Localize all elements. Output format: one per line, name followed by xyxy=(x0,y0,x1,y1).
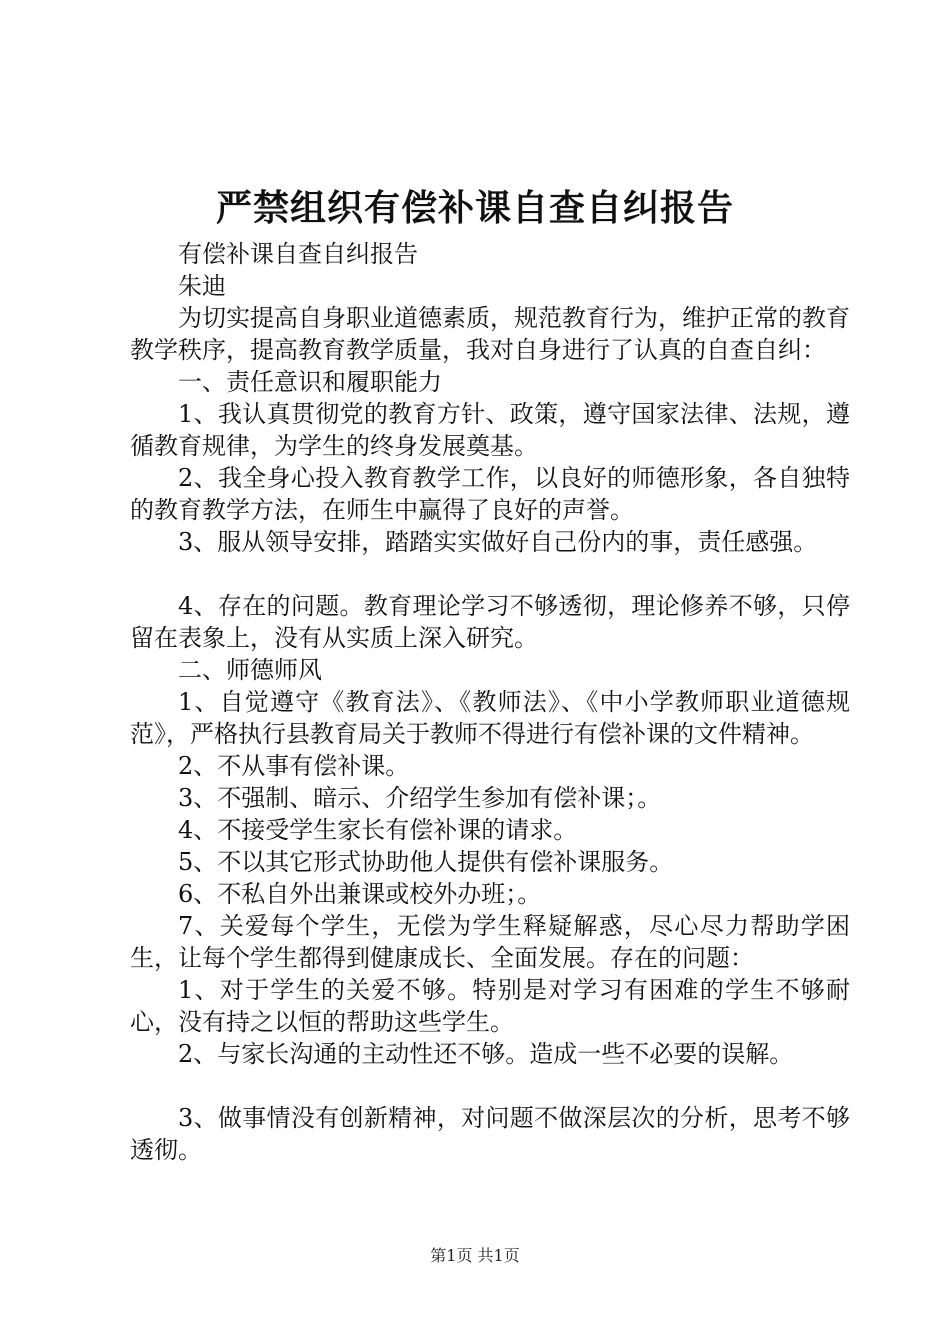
paragraph-author: 朱迪 xyxy=(178,272,226,300)
paragraph-item: 1、自觉遵守《教育法》、《教师法》、《中小学教师职业道德规范》，严格执行县教育局关于教师不得进行有偿补课的文件精神。 xyxy=(130,688,850,748)
paragraph-item: 7、关爱每个学生，无偿为学生释疑解惑，尽心尽力帮助学困生，让每个学生都得到健康成长、全面发展。存在的问题： xyxy=(130,912,850,972)
paragraph-item: 2、我全身心投入教育教学工作，以良好的师德形象，各自独特的教育教学方法，在师生中赢得了良好的声誉。 xyxy=(130,464,850,524)
paragraph-item: 5、不以其它形式协助他人提供有偿补课服务。 xyxy=(178,848,674,876)
paragraph-item: 1、对于学生的关爱不够。特别是对学习有困难的学生不够耐心，没有持之以恒的帮助这些学生。 xyxy=(130,976,850,1036)
paragraph-subtitle: 有偿补课自查自纠报告 xyxy=(178,240,418,268)
paragraph-item: 4、存在的问题。教育理论学习不够透彻，理论修养不够，只停留在表象上，没有从实质上深入研究。 xyxy=(130,592,850,652)
paragraph-item: 4、不接受学生家长有偿补课的请求。 xyxy=(178,816,578,844)
paragraph-item: 3、服从领导安排，踏踏实实做好自己份内的事，责任感强。 xyxy=(178,528,818,556)
document-title: 严禁组织有偿补课自查自纠报告 xyxy=(215,187,734,229)
section-heading-responsibility: 一、责任意识和履职能力 xyxy=(178,368,442,396)
paragraph-item: 1、我认真贯彻党的教育方针、政策，遵守国家法律、法规，遵循教育规律，为学生的终身发展奠基。 xyxy=(130,400,850,460)
paragraph-item: 3、做事情没有创新精神，对问题不做深层次的分析，思考不够透彻。 xyxy=(130,1104,850,1164)
section-heading-ethics: 二、师德师风 xyxy=(178,656,322,684)
paragraph-item: 6、不私自外出兼课或校外办班；。 xyxy=(178,880,542,908)
page-footer: 第1页 共1页 xyxy=(430,1246,520,1265)
paragraph-item: 2、与家长沟通的主动性还不够。造成一些不必要的误解。 xyxy=(178,1040,794,1068)
paragraph-spacer xyxy=(130,1070,850,1102)
paragraph-item: 2、不从事有偿补课。 xyxy=(178,752,410,780)
document-body xyxy=(130,238,850,1166)
paragraph-spacer xyxy=(130,558,850,590)
paragraph-intro: 为切实提高自身职业道德素质，规范教育行为，维护正常的教育教学秩序，提高教育教学质量，我对自身进行了认真的自查自纠： xyxy=(130,304,850,364)
paragraph-item: 3、不强制、暗示、介绍学生参加有偿补课；。 xyxy=(178,784,662,812)
